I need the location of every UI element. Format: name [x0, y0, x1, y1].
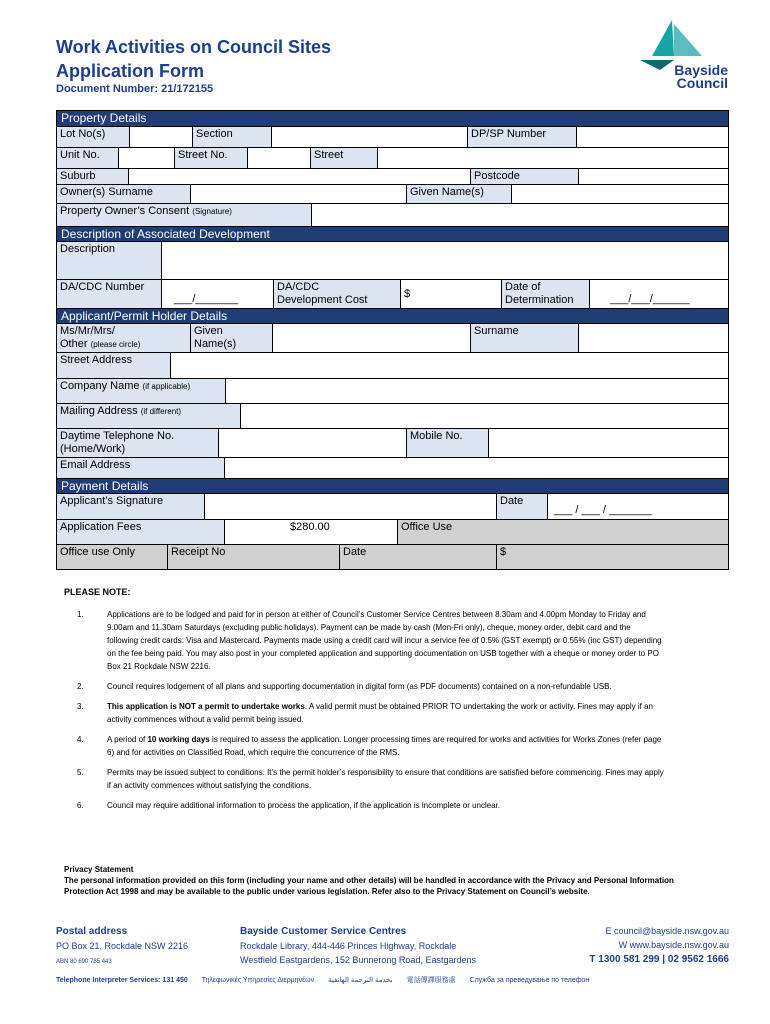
row-email	[57, 457, 728, 478]
label-given	[190, 324, 272, 352]
label-section: Section	[192, 127, 271, 147]
row-applicant-name	[57, 323, 728, 352]
label-lot: Lot No(s)	[57, 127, 129, 147]
field-phone[interactable]	[218, 429, 406, 457]
cost-line-1: DA/CDC	[277, 281, 320, 293]
label-office-only: Office use Only	[57, 545, 167, 569]
label-street-no: Street No.	[174, 148, 247, 168]
postal-address: PO Box 21, Rockdale NSW 2216	[56, 941, 189, 951]
field-signature[interactable]	[204, 494, 496, 519]
footer-centres	[240, 924, 476, 967]
label-date: Date	[496, 494, 547, 519]
row-phone	[57, 428, 728, 457]
row-owner	[57, 184, 728, 203]
centre-rockdale: Rockdale Library, 444-446 Princes Highway, Rockdale	[240, 941, 457, 951]
label-given-names: Given Name(s)	[406, 185, 511, 203]
interpreter-bar	[56, 975, 729, 985]
field-given[interactable]	[272, 324, 470, 352]
footer-postal	[56, 924, 188, 969]
postal-heading: Postal address	[56, 926, 128, 937]
note-pre: A period of	[107, 735, 148, 744]
logo-text-line-1: Bayside	[674, 62, 728, 78]
label-postcode: Postcode	[470, 169, 578, 184]
note-bold: 10 working days	[147, 735, 210, 744]
privacy-statement	[64, 864, 714, 897]
centres-heading: Bayside Customer Service Centres	[240, 926, 407, 937]
field-dpsp[interactable]	[576, 127, 728, 147]
note-text: Council may require additional information to process the application, if the application is incomplete or unclear.	[107, 801, 501, 810]
note-text: Council requires lodgement of all plans and supporting documentation in digital form (as PDF documents) contained on a non-refundable USB.	[107, 682, 612, 691]
interpreter-greek: Τηλεφωνικές Υπηρεσίες Διερμηνέων	[201, 977, 315, 984]
label-cost	[273, 280, 400, 308]
field-determination[interactable]	[589, 280, 728, 308]
footer-contact	[589, 924, 729, 967]
contact-email[interactable]: E council@bayside.nsw.gov.au	[605, 926, 729, 936]
row-mailing	[57, 403, 728, 428]
note-item	[64, 766, 664, 792]
document-number: Document Number: 21/172155	[56, 83, 214, 95]
title-line-a: Ms/Mr/Mrs/	[60, 325, 115, 337]
logo-text	[658, 64, 728, 90]
note-text: is required to assess the application. Longer processing times are required for works and activities for Works Zones (refer page 6) and for activities on Classified Road, which require the concurrence of the RMS.	[107, 735, 662, 757]
row-street-address	[57, 352, 728, 378]
row-consent	[57, 203, 728, 226]
note-number: 6.	[77, 801, 84, 810]
note-number: 2.	[77, 682, 84, 691]
note-number: 1.	[77, 610, 84, 619]
label-mailing	[57, 404, 240, 428]
field-street-address[interactable]	[170, 353, 728, 378]
consent-text: Property Owner’s Consent	[60, 205, 190, 217]
logo-text-line-2: Council	[676, 75, 728, 91]
note-bold: This application is NOT a permit to undertake works	[107, 702, 305, 711]
contact-web[interactable]: W www.bayside.nsw.gov.au	[618, 940, 729, 950]
notes-heading: PLEASE NOTE:	[64, 587, 131, 597]
row-office-only	[57, 544, 728, 569]
field-email[interactable]	[224, 458, 728, 478]
mailing-note: (if different)	[140, 407, 182, 416]
label-mobile: Mobile No.	[406, 429, 488, 457]
fee-amount: $280.00	[224, 520, 397, 544]
section-applicant: Applicant/Permit Holder Details	[57, 308, 728, 323]
label-owner-surname: Owner(s) Surname	[57, 185, 190, 203]
note-item	[64, 799, 664, 812]
cost-dollar: $	[404, 288, 411, 300]
title-line-b-wrap	[60, 338, 187, 351]
label-phone	[57, 429, 218, 457]
note-item	[64, 700, 664, 726]
note-item	[64, 608, 664, 673]
field-consent-signature[interactable]	[311, 204, 728, 226]
note-number: 4.	[77, 735, 84, 744]
row-company	[57, 378, 728, 403]
field-owner-given[interactable]	[511, 185, 728, 203]
centre-eastgardens: Westfield Eastgardens, 152 Bunnerong Road, Eastgardens	[240, 955, 476, 965]
row-dacdc	[57, 279, 728, 308]
field-mobile[interactable]	[488, 429, 728, 457]
label-street: Street	[310, 148, 377, 168]
cost-line-2: Development Cost	[277, 294, 368, 306]
label-date-office: Date	[339, 545, 496, 569]
note-number: 3.	[77, 702, 84, 711]
note-text: Applications are to be lodged and paid for in person at either of Council’s Customer Service Centres between 8.30am and 4.00pm Monday to Friday and 9.00am and 11.30am Saturdays (excluding public holidays). Payment can be made by cash (Mon-Fri only), cheque, money order, debit card and the following credit cards: Visa and Mastercard. Payments made using a credit card will incur a service fee of 0.5% (GST exempt) or 0.55% (inc GST) depending on the fee being paid. You may also post in your completed application and supporting documentation on USB together with a cheque or money order to PO Box 21 Rockdale NSW 2216.	[107, 610, 662, 671]
det-line-2: Determination	[505, 294, 574, 306]
title-line-b: Other	[60, 338, 88, 350]
interpreter-arabic: بخدمة الترجمة الهاتفية	[328, 977, 393, 984]
notes-section	[64, 586, 664, 819]
det-line-1: Date of	[505, 281, 541, 293]
abn: ABN 80 690 785 443	[56, 959, 112, 965]
label-fees: Application Fees	[57, 520, 224, 544]
label-title	[57, 324, 190, 352]
field-street[interactable]	[377, 148, 728, 168]
phone-line-1: Daytime Telephone No.	[60, 430, 175, 442]
label-street-address: Street Address	[57, 353, 170, 378]
interpreter-label: Telephone Interpreter Services: 131 450	[56, 977, 188, 984]
given-line-2: Name(s)	[194, 338, 237, 350]
label-description: Description	[57, 242, 161, 279]
det-blank: ___/___/______	[610, 293, 690, 305]
document-title	[56, 35, 331, 83]
company-text: Company Name	[60, 380, 140, 392]
label-surname: Surname	[470, 324, 578, 352]
row-suburb	[57, 168, 728, 184]
company-note: (if applicable)	[142, 382, 191, 391]
note-item	[64, 680, 664, 693]
label-office-dollar: $	[496, 545, 728, 569]
label-office-use: Office Use	[397, 520, 728, 544]
interpreter-chinese: 電話傳譯服務處	[406, 977, 456, 984]
field-owner-surname[interactable]	[190, 185, 406, 203]
privacy-heading: Privacy Statement	[64, 865, 134, 874]
row-description	[57, 241, 728, 279]
mailing-text: Mailing Address	[60, 405, 138, 417]
given-line-1: Given	[194, 325, 223, 337]
field-unit[interactable]	[118, 148, 174, 168]
label-dacdc: DA/CDC Number	[57, 280, 161, 308]
field-cost[interactable]	[400, 280, 501, 308]
section-property-details: Property Details	[57, 111, 728, 126]
note-item	[64, 733, 664, 759]
title-circle-note: (please circle)	[90, 340, 141, 349]
row-unit	[57, 147, 728, 168]
consent-note: (Signature)	[192, 207, 232, 216]
field-section[interactable]	[271, 127, 467, 147]
label-consent	[57, 204, 311, 226]
note-number: 5.	[77, 768, 84, 777]
field-dacdc[interactable]	[161, 280, 273, 308]
section-payment: Payment Details	[57, 478, 728, 493]
field-postcode[interactable]	[578, 169, 728, 184]
row-signature	[57, 493, 728, 519]
field-date[interactable]	[547, 494, 728, 519]
label-unit: Unit No.	[57, 148, 118, 168]
phone-line-2: (Home/Work)	[60, 443, 126, 455]
field-surname[interactable]	[578, 324, 728, 352]
label-suburb: Suburb	[57, 169, 128, 184]
field-suburb[interactable]	[128, 169, 470, 184]
contact-phone: T 1300 581 299 | 02 9562 1666	[589, 954, 729, 965]
field-street-no[interactable]	[247, 148, 310, 168]
label-signature: Applicant’s Signature	[57, 494, 204, 519]
label-determination	[501, 280, 589, 308]
label-email: Email Address	[57, 458, 224, 478]
label-dpsp: DP/SP Number	[467, 127, 576, 147]
row-fees	[57, 519, 728, 544]
title-line-2: Application Form	[56, 61, 204, 81]
section-development: Description of Associated Development	[57, 226, 728, 241]
interpreter-macedonian: Служба за преведување по телефон	[469, 977, 590, 984]
label-receipt: Receipt No	[167, 545, 339, 569]
dacdc-blank: ___/_______	[174, 293, 239, 305]
field-company[interactable]	[225, 379, 728, 403]
field-description[interactable]	[161, 242, 728, 279]
privacy-text: The personal information provided on this form (including your name and other details) will be handled in accordance with the Privacy and Personal Information Protection Act 1998 and may be available to the public under various legislation. Refer also to the Privacy Statement on Council’s website.	[64, 876, 674, 896]
note-text: . A valid permit must be obtained PRIOR TO undertaking the work or activity. Fines may apply if an activity commences without a valid permit being issued.	[107, 702, 653, 724]
label-company	[57, 379, 225, 403]
note-text: Permits may be issued subject to conditions. It’s the permit holder’s responsibility to ensure that conditions are satisfied before commencing. Fines may apply if an activity commences without satisfying the conditions.	[107, 768, 664, 790]
application-form-table	[56, 110, 729, 570]
date-blank: ___ / ___ / _______	[554, 504, 652, 516]
title-line-1: Work Activities on Council Sites	[56, 37, 332, 57]
field-mailing[interactable]	[240, 404, 728, 428]
row-lot	[57, 126, 728, 147]
field-lot[interactable]	[129, 127, 192, 147]
